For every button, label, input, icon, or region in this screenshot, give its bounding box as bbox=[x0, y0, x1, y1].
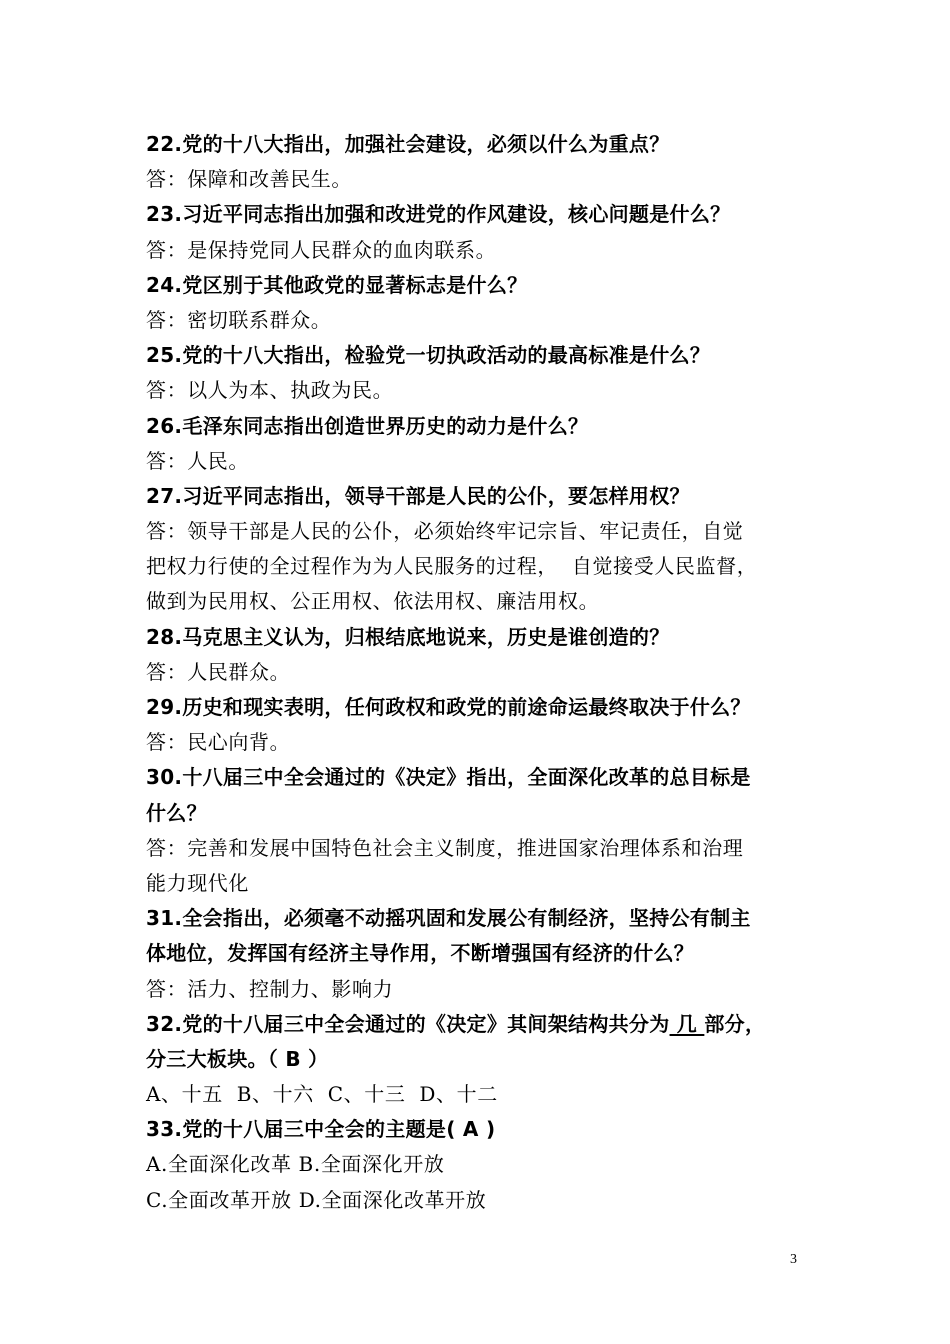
answer-27-line-2: 把权力行使的全过程作为为人民服务的过程， 自觉接受人民监督， bbox=[146, 554, 758, 579]
question-29: 29.历史和现实表明，任何政权和政党的前途命运最终取决于什么？ bbox=[146, 695, 751, 719]
answer-27-line-3: 做到为民用权、公正用权、依法用权、廉洁用权。 bbox=[146, 589, 600, 614]
answer-23: 答：是保持党同人民群众的血肉联系。 bbox=[146, 237, 497, 262]
question-30-line-2: 什么？ bbox=[146, 800, 207, 825]
question-31-line-1: 31.全会指出，必须毫不动摇巩固和发展公有制经济，坚持公有制主 bbox=[146, 906, 751, 931]
answer-30-line-1: 答：完善和发展中国特色社会主义制度，推进国家治理体系和治理 bbox=[146, 835, 744, 860]
answer-24: 答：密切联系群众。 bbox=[146, 307, 332, 332]
question-24: 24.党区别于其他政党的显著标志是什么？ bbox=[146, 272, 528, 297]
page-number: 3 bbox=[790, 1252, 797, 1267]
answer-25: 答：以人为本、执政为民。 bbox=[146, 378, 394, 403]
question-33-options-2: C.全面改革开放 D.全面深化改革开放 bbox=[146, 1187, 487, 1212]
answer-31: 答：活力、控制力、影响力 bbox=[146, 976, 394, 1001]
question-32-options: A、十五 B、十六 C、十三 D、十二 bbox=[146, 1082, 498, 1107]
answer-27-line-1: 答：领导干部是人民的公仆，必须始终牢记宗旨、牢记责任，自觉 bbox=[146, 519, 744, 544]
question-28: 28.马克思主义认为，归根结底地说来，历史是谁创造的？ bbox=[146, 624, 670, 649]
question-32-text-before: 32.党的十八届三中全会通过的《决定》其间架结构共分为 bbox=[146, 1011, 670, 1036]
answer-22: 答：保障和改善民生。 bbox=[146, 167, 352, 192]
answer-28: 答：人民群众。 bbox=[146, 659, 291, 684]
question-31-line-2: 体地位，发挥国有经济主导作用，不断增强国有经济的什么？ bbox=[146, 941, 695, 966]
question-32-line-2: 分三大板块。（ B ） bbox=[146, 1046, 329, 1071]
answer-30-line-2: 能力现代化 bbox=[146, 870, 249, 895]
question-30-line-1: 30.十八届三中全会通过的《决定》指出，全面深化改革的总目标是 bbox=[146, 765, 751, 790]
question-22: 22.党的十八大指出，加强社会建设，必须以什么为重点？ bbox=[146, 132, 670, 156]
qa-content bbox=[146, 127, 826, 1218]
answer-29: 答：民心向背。 bbox=[146, 730, 291, 755]
answer-26: 答：人民。 bbox=[146, 448, 249, 473]
question-27: 27.习近平同志指出，领导干部是人民的公仆，要怎样用权？ bbox=[146, 483, 690, 508]
question-33: 33.党的十八届三中全会的主题是( A ) bbox=[146, 1117, 496, 1142]
question-25: 25.党的十八大指出，检验党一切执政活动的最高标准是什么？ bbox=[146, 343, 711, 368]
question-33-options-1: A.全面深化改革 B.全面深化开放 bbox=[146, 1152, 445, 1177]
question-32-text-after: 部分， bbox=[704, 1011, 766, 1036]
question-26: 26.毛泽东同志指出创造世界历史的动力是什么？ bbox=[146, 413, 589, 438]
question-32-blank: 几 bbox=[669, 1011, 705, 1036]
question-23: 23.习近平同志指出加强和改进党的作风建设，核心问题是什么？ bbox=[146, 202, 731, 227]
question-32-line-1 bbox=[146, 1007, 826, 1042]
